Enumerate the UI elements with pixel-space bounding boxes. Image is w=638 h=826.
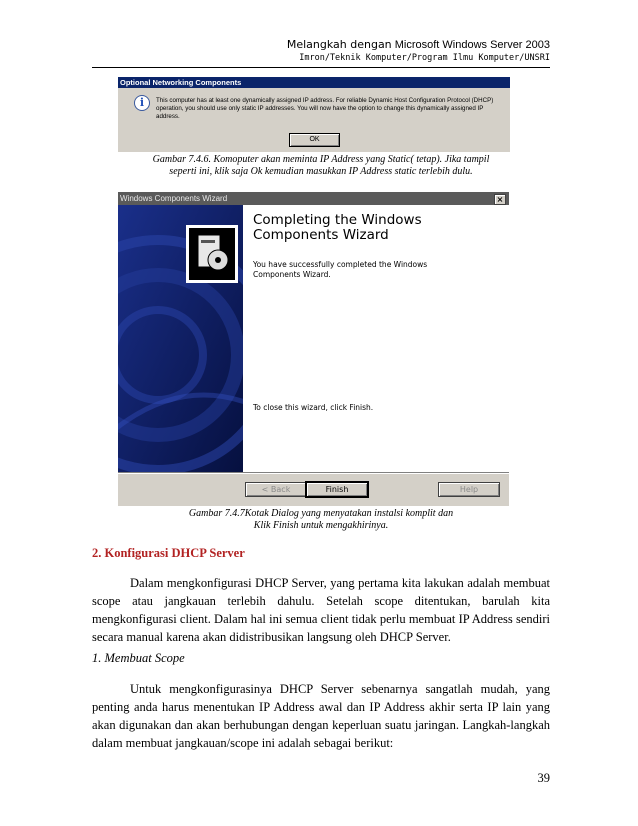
body-line: You have successfully completed the Windows [253,260,428,269]
close-button[interactable]: × [494,194,506,205]
button-separator [118,472,509,474]
dialog-title: Optional Networking Components [120,78,242,87]
paragraph-1 [92,574,550,646]
caption-line: Klik Finish untuk mengakhirinya. [253,520,389,531]
back-button[interactable]: < Back [245,482,307,497]
dialog-message: This computer has at least one dynamically assigned IP address. For reliable Dynamic Host Configuration Protocol (DHCP) operation, you should use only static IP addresses. You will now have the option to change this dynamically assigned IP address. [156,97,494,120]
wizard-body [253,260,443,280]
info-icon: i [134,95,150,111]
wizard-title: Windows Components Wizard [120,194,228,203]
caption-line: Gambar 7.4.7Kotak Dialog yang menyatakan instalsi komplit dan [188,508,454,519]
wizard-heading [253,213,422,243]
caption-line: Gambar 7.4.6. Komoputer akan meminta IP Address yang Static( tetap). Jika tampil [152,154,490,165]
heading-line: Components Wizard [253,227,389,243]
section-title: 2. Konfigurasi DHCP Server [92,546,245,560]
optional-networking-dialog [118,77,510,152]
header-prefix: Melangkah dengan [286,38,392,51]
ok-button[interactable]: OK [289,133,340,147]
help-button[interactable]: Help [438,482,500,497]
wizard-side-banner [118,205,243,472]
windows-components-wizard [118,192,509,506]
wizard-content [243,205,509,472]
figure-caption-1 [92,154,550,178]
header-suffix: Microsoft Windows Server 2003 [394,39,550,51]
figure-caption-2 [92,508,550,532]
wizard-banner-art [118,205,243,472]
body-line: Components Wizard. [253,270,331,279]
heading-line: Completing the Windows [253,212,422,228]
subsection-title: 1. Membuat Scope [92,651,185,665]
page-number: 39 [537,771,550,785]
paragraph-text: Dalam mengkonfigurasi DHCP Server, yang pertama kita lakukan adalah membuat scope atau jangkauan terlebih dahulu. Setelah scope ditentukan, barulah kita mengkonfigurasi client. Dalam hal ini semua client tidak perlu membuat IP Address sendiri secara manual karena akan didistribusikan langsung oleh DHCP Server. [92,576,550,644]
header-subtitle: Imron/Teknik Komputer/Program Ilmu Komputer/UNSRI [299,53,550,63]
wizard-titlebar [118,192,509,205]
dialog-titlebar [118,77,510,88]
box-cd-icon [186,225,238,283]
paragraph-2 [92,680,550,752]
header-rule [92,67,550,68]
close-instruction: To close this wizard, click Finish. [253,403,374,412]
finish-button[interactable]: Finish [306,482,368,497]
paragraph-text: Untuk mengkonfigurasinya DHCP Server sebenarnya sangatlah mudah, yang penting anda harus menentukan IP Address awal dan IP Address akhir serta IP lain yang akan digunakan dan akan berhubungan dengan keperluan suatu jaringan. Langkah-langkah dalam membuat jangkauan/scope ini adalah sebagai berikut: [92,682,550,750]
header-title [287,38,550,51]
caption-line: seperti ini, klik saja Ok kemudian masukkan IP Address static terlebih dulu. [169,166,473,177]
